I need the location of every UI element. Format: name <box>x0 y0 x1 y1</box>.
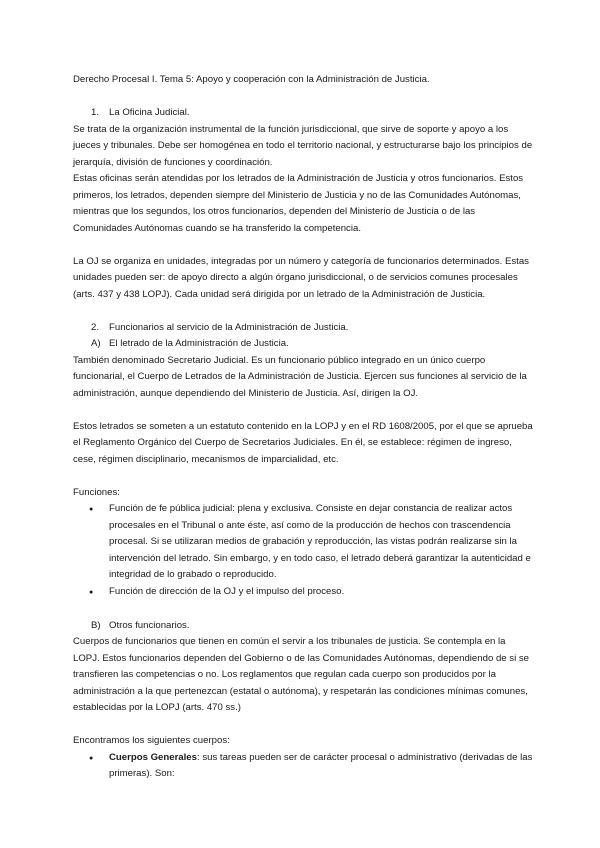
section-2-number: 2. <box>91 321 100 333</box>
cuerpos-label: Encontramos los siguientes cuerpos: <box>73 735 230 746</box>
cuerpo-text <box>109 750 533 783</box>
list-item <box>73 750 533 783</box>
list-item <box>73 584 533 602</box>
cuerpo-name: Cuerpos Generales <box>109 751 197 763</box>
bullet-icon <box>89 750 109 783</box>
funciones-label: Funciones: <box>73 486 120 498</box>
subsection-a-paragraph-2: Estos letrados se someten a un estatuto contenido en la LOPJ y en el RD 1608/2005, por el que se aprueba el Reglamento Orgánico del Cuerpo de Secretarios Judiciales. En él, se establece: régimen de ingreso, cese, régimen disciplinario, mecanismos de imparcialidad, etc. <box>73 420 533 465</box>
funcion-text: Función de dirección de la OJ y el impulso del proceso. <box>109 585 345 597</box>
section-1-paragraph-3: La OJ se organiza en unidades, integradas por un número y categoría de funcionarios determinados. Estas unidades pueden ser: de apoyo directo a algún órgano jurisdiccional, o de servicios comunes procesales (arts. 437 y 438 LOPJ). Cada unidad será dirigida por un letrado de la Administración de Justicia. <box>73 255 529 300</box>
section-1-title: La Oficina Judicial. <box>109 107 190 118</box>
subsection-b-heading <box>73 618 533 635</box>
subsection-a-paragraph-1: También denominado Secretario Judicial. Es un funcionario público integrado en un único cuerpo funcionarial, el Cuerpo de Letrados de la Administración de Justicia. Ejercen sus funciones al servicio de la administración, aunque dependiendo del Ministerio de Justicia. Así, dirigen la OJ. <box>73 354 527 399</box>
funcion-text: Función de fe pública judicial: plena y exclusiva. Consiste en dejar constancia de realizar actos procesales en el Tribunal o ante éste, así como de la producción de hechos con trascendencia procesal. Si se utilizaran medios de grabación y reproducción, las vistas podrán realizarse sin la intervención del letrado. Sin embargo, y en todo caso, el letrado deberá garantizar la autenticidad e integridad de lo grabado o reproducido. <box>109 503 531 580</box>
section-1-heading <box>73 105 533 122</box>
subsection-b-title: Otros funcionarios. <box>109 619 190 631</box>
section-2-title: Funcionarios al servicio de la Administración de Justicia. <box>109 321 349 333</box>
subsection-b-number: B) <box>91 619 101 631</box>
subsection-a-heading <box>73 336 533 353</box>
funciones-list <box>73 501 533 601</box>
subsection-a-number: A) <box>91 338 101 349</box>
section-1-paragraph-1: Se trata de la organización instrumental de la función jurisdiccional, que sirve de soporte y apoyo a los jueces y tribunales. Debe ser homogénea en todo el territorio nacional, y estructurarse bajo los principios de jerarquía, división de funciones y coordinación. <box>73 123 533 168</box>
cuerpos-list <box>73 750 533 783</box>
subsection-b-paragraph-1: Cuerpos de funcionarios que tienen en común el servir a los tribunales de justicia. Se contempla en la LOPJ. Estos funcionarios dependen del Gobierno o de las Comunidades Autónomas, dependiendo de si se transfieren las competencias o no. Los reglamentos que regulan cada cuerpo son producidos por la administración a la que pertenezcan (estatal o autónoma), y respetarán las condiciones mínimas comunes, establecidas por la LOPJ (arts. 470 ss.) <box>73 636 530 713</box>
bullet-icon <box>89 584 109 602</box>
subsection-a-title: El letrado de la Administración de Justicia. <box>109 338 289 349</box>
document-body <box>73 72 533 783</box>
section-1-paragraph-2: Estas oficinas serán atendidas por los letrados de la Administración de Justicia y otros funcionarios. Estos primeros, los letrados, dependen siempre del Ministerio de Justicia y no de las Comunidades Autónomas, mientras que los segundos, los otros funcionarios, dependen del Ministerio de Justicia o de las Comunidades Autónomas cuando se ha transferido la competencia. <box>73 173 524 234</box>
section-2-heading <box>73 320 533 337</box>
list-item <box>73 501 533 584</box>
section-1-number: 1. <box>91 107 100 118</box>
cuerpo-description: : sus tareas pueden ser de carácter procesal o administrativo (derivadas de las primeras). Son: <box>109 751 533 779</box>
document-title: Derecho Procesal I. Tema 5: Apoyo y cooperación con la Administración de Justicia. <box>73 74 430 85</box>
bullet-icon <box>89 501 109 584</box>
